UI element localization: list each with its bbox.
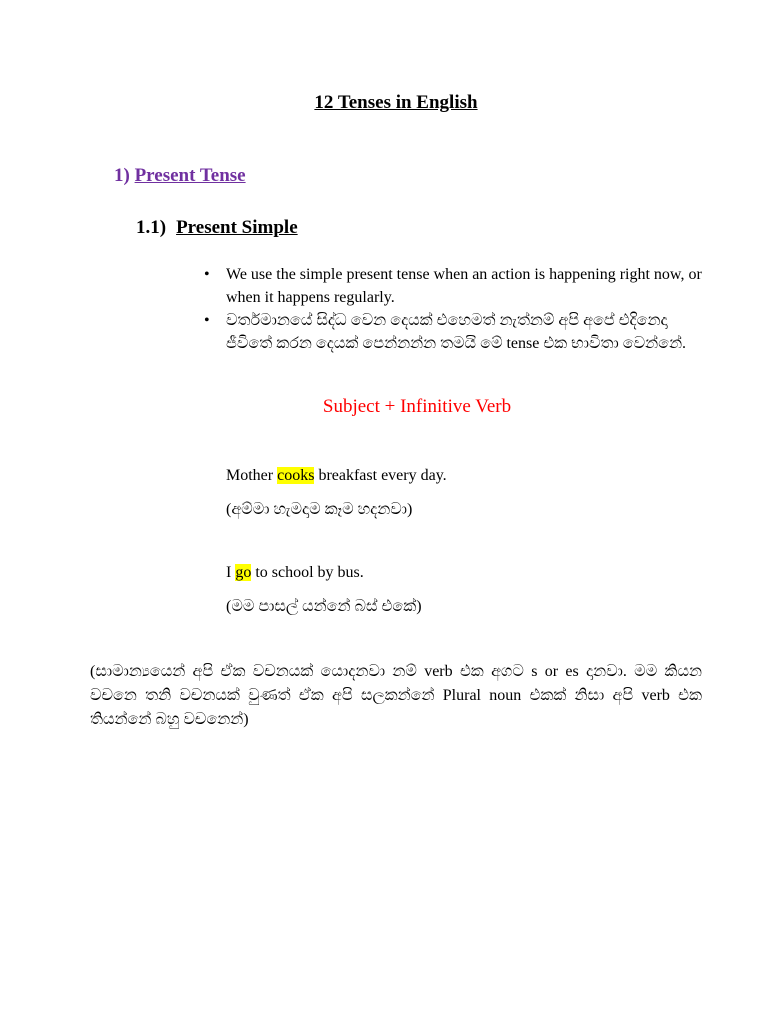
- subsection-number: 1.1): [136, 217, 167, 238]
- bullet-text: We use the simple present tense when an action is happening right now, or when it happens regularly.: [226, 266, 702, 306]
- example-translation: (අම්මා හැමදාම කෑම හදනවා): [226, 501, 413, 518]
- example-translation: (මම පාසල් යන්නේ බස් එකේ): [226, 598, 422, 615]
- bullet-text: වර්තමානයේ සිද්ධ වෙන දෙයක් එහෙමත් නැත්නම් අපි අපේ එදිනෙදා ජීවිතේ කරන දෙයක් පෙන්නන්න තමයි මේ tense එක භාවිතා වෙන්නේ.: [226, 312, 687, 352]
- highlighted-verb: cooks: [277, 467, 315, 484]
- section-title: Present Tense: [134, 165, 246, 186]
- bullet-item: [200, 263, 710, 309]
- highlighted-verb: go: [235, 564, 252, 581]
- section-number: 1): [114, 165, 130, 186]
- example-text-before: I: [226, 564, 236, 581]
- example-text-after: breakfast every day.: [314, 467, 447, 484]
- bullet-item: [200, 309, 710, 355]
- bullet-dot: •: [204, 266, 210, 283]
- bullet-dot: •: [204, 312, 210, 329]
- note-paragraph: (සාමාන්‍යයෙන් අපි ඒක වචනයක් යොදනවා නම් verb එක අගට s or es දානවා. මම කියන වචනෙ තනි වචනයක් වුණත් ඒක අපි සලකන්නේ Plural noun එකක් නිසා අපි verb එක තියන්නේ බහු වචනෙන්): [90, 663, 702, 728]
- bullet-list: [200, 263, 710, 355]
- subsection-title: Present Simple: [176, 217, 298, 238]
- section-heading: [114, 165, 246, 187]
- example-sentence: [226, 467, 447, 485]
- example-sentence: [226, 564, 364, 582]
- formula: Subject + Infinitive Verb: [322, 396, 512, 417]
- document-title: 12 Tenses in English: [314, 92, 478, 113]
- example-text-after: to school by bus.: [251, 564, 364, 581]
- subsection-heading: [136, 217, 298, 239]
- example-text-before: Mother: [226, 467, 278, 484]
